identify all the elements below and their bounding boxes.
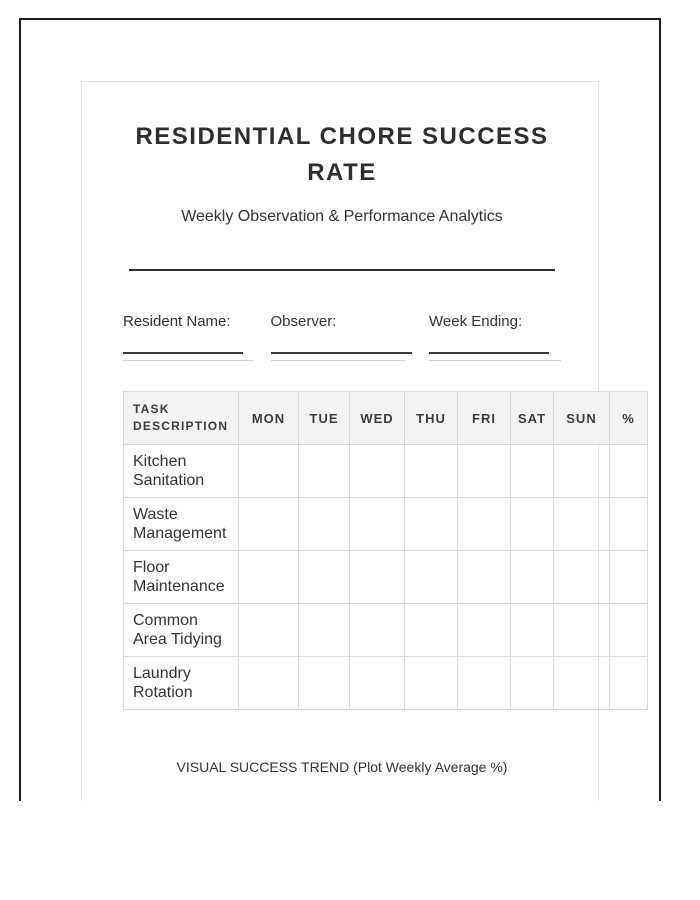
blank-day-cell [458, 445, 511, 498]
week-ending-field [429, 312, 561, 361]
resident-name-field [123, 312, 253, 361]
blank-day-cell [239, 445, 299, 498]
task-name-cell: Waste Management [124, 498, 239, 551]
column-header-wed: WED [350, 392, 405, 445]
column-header-thu: THU [405, 392, 458, 445]
blank-day-cell [554, 604, 610, 657]
table-header-row [124, 392, 648, 445]
worksheet-card [81, 81, 635, 801]
blank-percent-cell [610, 604, 648, 657]
blank-day-cell [350, 445, 405, 498]
blank-day-cell [458, 657, 511, 710]
blank-day-cell [554, 551, 610, 604]
resident-name-blank-line [123, 352, 243, 354]
resident-name-label: Resident Name: [123, 313, 231, 330]
week-ending-blank-line [429, 352, 549, 354]
blank-day-cell [299, 445, 350, 498]
task-name-cell: Laundry Rotation [124, 657, 239, 710]
page-title-line-1: RESIDENTIAL CHORE SUCCESS [135, 123, 549, 150]
blank-day-cell [511, 498, 554, 551]
resident-name-underline [123, 360, 253, 361]
page-title-line-2: RATE [307, 159, 377, 186]
table-row [124, 445, 648, 498]
column-header-percent: % [610, 392, 648, 445]
blank-day-cell [554, 498, 610, 551]
table-row [124, 551, 648, 604]
page-title [123, 119, 561, 191]
observer-label: Observer: [270, 313, 337, 330]
blank-day-cell [405, 551, 458, 604]
blank-day-cell [458, 604, 511, 657]
blank-day-cell [554, 445, 610, 498]
column-header-task-description: TASK DESCRIPTION [124, 392, 239, 445]
blank-day-cell [458, 551, 511, 604]
blank-day-cell [405, 657, 458, 710]
blank-percent-cell [610, 657, 648, 710]
table-header [124, 392, 648, 445]
chore-tracking-table [123, 391, 648, 710]
observer-blank-line [271, 352, 412, 354]
table-row [124, 657, 648, 710]
blank-day-cell [511, 445, 554, 498]
blank-day-cell [239, 498, 299, 551]
column-header-fri: FRI [458, 392, 511, 445]
blank-day-cell [239, 551, 299, 604]
info-fields-row [123, 312, 561, 361]
table-body [124, 445, 648, 710]
week-ending-underline [429, 360, 561, 361]
blank-day-cell [405, 604, 458, 657]
blank-day-cell [350, 657, 405, 710]
page-subtitle: Weekly Observation & Performance Analytics [181, 208, 503, 225]
blank-day-cell [299, 551, 350, 604]
blank-day-cell [511, 604, 554, 657]
blank-day-cell [554, 657, 610, 710]
blank-day-cell [511, 657, 554, 710]
blank-day-cell [405, 445, 458, 498]
blank-day-cell [350, 604, 405, 657]
blank-day-cell [299, 657, 350, 710]
blank-percent-cell [610, 445, 648, 498]
column-header-mon: MON [239, 392, 299, 445]
blank-day-cell [511, 551, 554, 604]
observer-underline [271, 360, 405, 361]
blank-day-cell [299, 498, 350, 551]
blank-day-cell [405, 498, 458, 551]
blank-day-cell [350, 551, 405, 604]
blank-day-cell [350, 498, 405, 551]
task-name-cell: Common Area Tidying [124, 604, 239, 657]
blank-day-cell [239, 657, 299, 710]
title-divider [129, 269, 555, 271]
blank-day-cell [458, 498, 511, 551]
column-header-tue: TUE [299, 392, 350, 445]
table-row [124, 604, 648, 657]
blank-day-cell [239, 604, 299, 657]
blank-day-cell [299, 604, 350, 657]
blank-percent-cell [610, 498, 648, 551]
visual-trend-caption: VISUAL SUCCESS TREND (Plot Weekly Average %) [176, 759, 508, 775]
week-ending-label: Week Ending: [429, 313, 523, 330]
blank-percent-cell [610, 551, 648, 604]
task-name-cell: Kitchen Sanitation [124, 445, 239, 498]
task-name-cell: Floor Maintenance [124, 551, 239, 604]
table-row [124, 498, 648, 551]
observer-field [271, 312, 412, 361]
column-header-sun: SUN [554, 392, 610, 445]
column-header-sat: SAT [511, 392, 554, 445]
